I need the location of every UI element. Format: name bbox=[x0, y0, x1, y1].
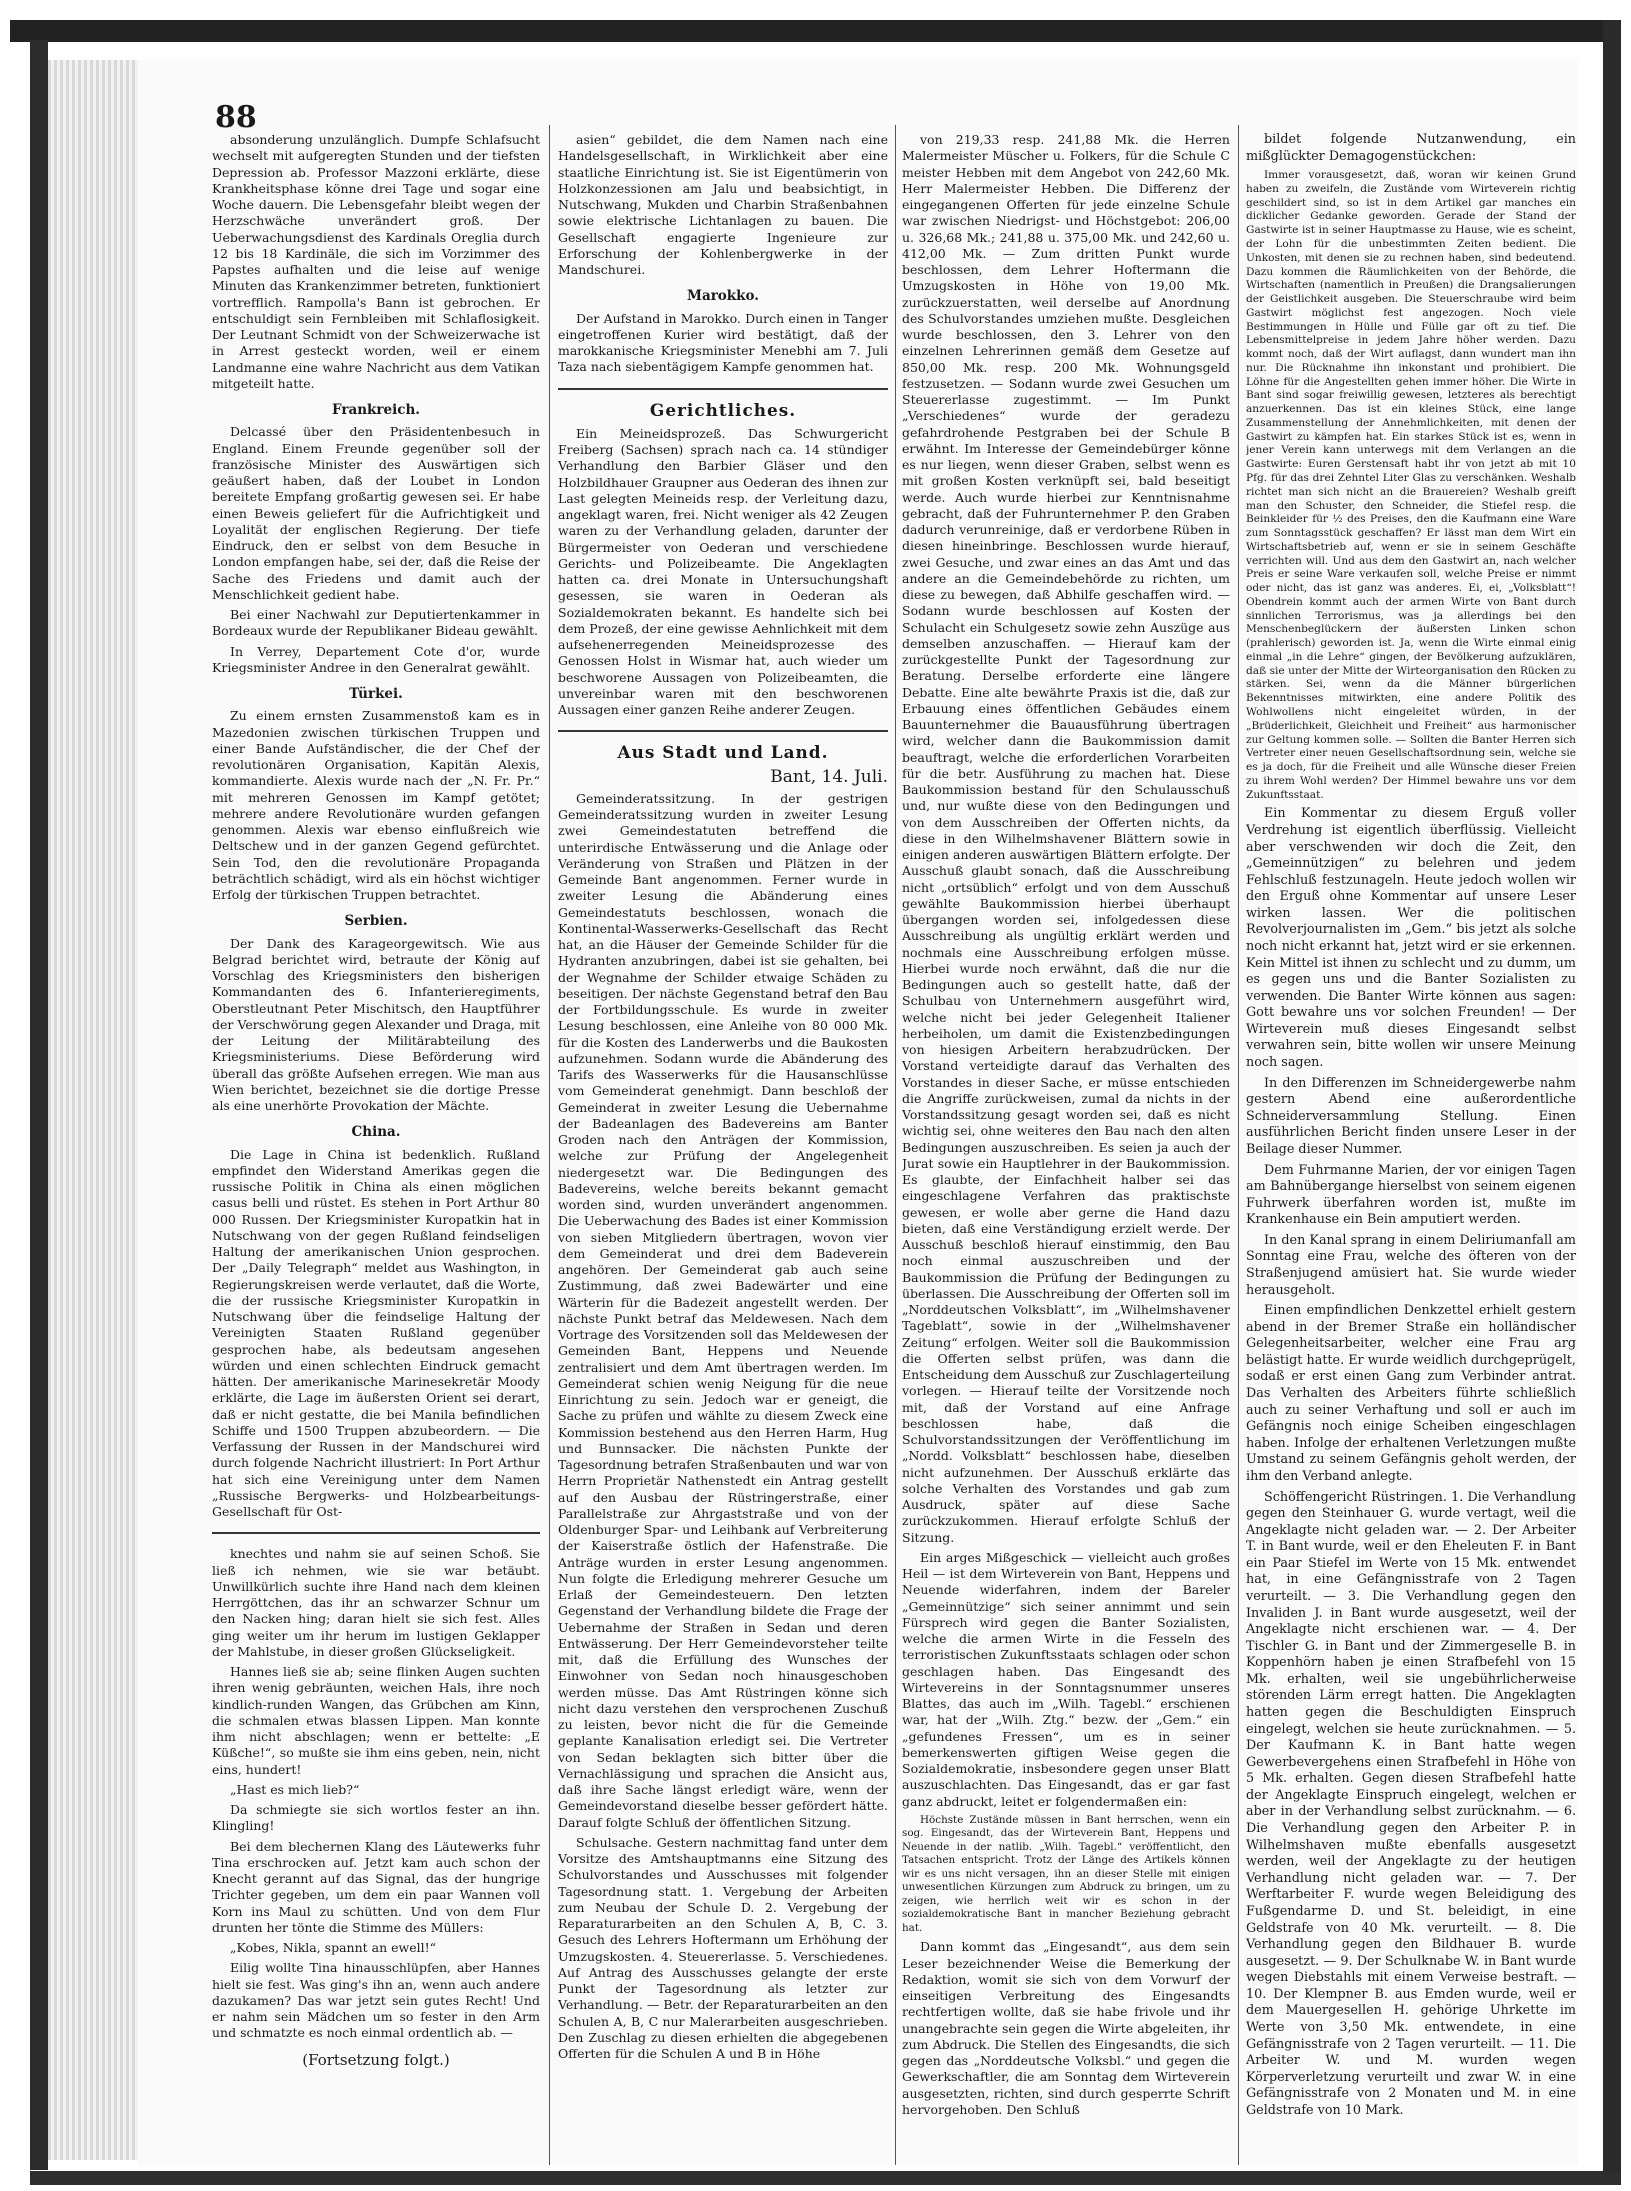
column-4 bbox=[1246, 132, 1576, 2150]
column-2 bbox=[558, 132, 888, 2150]
article-paragraph: „Kobes, Nikla, spannt an ewell!“ bbox=[230, 1940, 437, 1955]
article-paragraph: Der Aufstand in Marokko. Durch einen in Tanger eingetroffenen Kurier wird bestätigt, daß der marokkanische Kriegsminister Menebhi am 7. Juli Taza nach siebentägigem Kampfe genommen hat. bbox=[558, 310, 888, 375]
feuilleton-divider bbox=[212, 1532, 540, 1534]
article-paragraph: Eilig wollte Tina hinausschlüpfen, aber Hannes hielt sie fest. Was ging's ihn an, wenn auch andere dazukamen? Das war jetzt sein gutes Recht! Und er nahm sein Mädchen um so fester in den Arm und schmatzte es noch einmal ordentlich ab. — bbox=[212, 1960, 540, 2041]
column-1 bbox=[212, 132, 540, 2150]
article-paragraph: Schulsache. Gestern nachmittag fand unter dem Vorsitze des Amtshauptmanns eine Sitzung des Schulvorstandes und Ausschusses mit folgender Tagesordnung statt. 1. Vergebung der Arbeiten zum Neubau der Schule D. 2. Vergebung der Reparaturarbeiten an den Schulen A, B, C. 3. Gesuch des Lehrers Hoftermann um Erhöhung der Umzugskosten. 4. Steuererlasse. 5. Verschiedenes. Auf Antrag des Ausschusses gelangte der erste Punkt der Tagesordnung als letzter zur Verhandlung. — Betr. der Reparaturarbeiten an den Schulen A, B, C nur Malerarbeiten ausgeschrieben. Den Zuschlag zu diesen erhielten die abgegebenen Offerten für die Schulen A und B in Höhe bbox=[558, 1834, 888, 2061]
scan-frame-left bbox=[30, 40, 48, 2170]
column-rule bbox=[895, 125, 896, 2165]
section-divider bbox=[558, 730, 888, 732]
article-paragraph: Der Dank des Karageorgewitsch. Wie aus Belgrad berichtet wird, betraute der König auf Vorschlag des Kriegsministers den bisherigen Kommandanten des 6. Infanterieregiments, Oberstleutnant Peter Mischitsch, den Hauptführer der Verschwörung gegen Alexander und Draga, mit der Leitung der Militärabteilung des Kriegsministeriums. Diese Beförderung wird überall das größte Aufsehen erregen. Wie man aus Wien berichtet, bezeichnet sie die dortige Presse als eine unerhörte Provokation der Mächte. bbox=[212, 935, 540, 1113]
continuation-note: (Fortsetzung folgt.) bbox=[302, 2050, 450, 2069]
section-title: Aus Stadt und Land. bbox=[617, 742, 829, 763]
article-paragraph: Ein arges Mißgeschick — vielleicht auch großes Heil — ist dem Wirteverein von Bant, Heppens und Neuende widerfahren, indem der Bareler „Gemeinnützige“ sich seiner annimmt und sein Fürsprech wird gegen die Banter Sozialisten, welche die armen Wirte in die Fesseln des terroristischen Zukunftsstaats schlagen oder schon geschlagen haben. Das Eingesandt des Wirtevereins in der Sonntagsnummer unseres Blattes, das auch im „Wilh. Tagebl.“ erschienen war, hat der „Wilh. Ztg.“ bezw. der „Gem.“ ein „gefundenes Fressen“, um es in seiner bemerkenswerten giftigen Weise gegen die Sozialdemokratie, insbesondere gegen unser Blatt auszuschlachten. Das Eingesandt, das er gar fast ganz abdruckt, leitet er folgendermaßen ein: bbox=[902, 1549, 1230, 1809]
article-paragraph: Bei dem blechernen Klang des Läutewerks fuhr Tina erschrocken auf. Jetzt kam auch schon der Knecht gerannt auf das Signal, das der hungrige Trichter gegeben, um dem ein paar Wannen voll Korn ins Maul zu schütten. Und von dem Flur drunten her tönte die Stimme des Müllers: bbox=[212, 1838, 540, 1935]
article-paragraph: Hannes ließ sie ab; seine flinken Augen suchten ihren wenig gebräunten, weichen Hals, ihre noch kindlich-runden Wangen, das Grübchen am Kinn, die schmalen etwas blassen Lippen. Man konnte ihm nicht abschlagen; wenn er bettelte: „E Küßche!“, so mußte sie ihm eins geben, nein, nicht eins, hundert! bbox=[212, 1664, 540, 1777]
section-heading: Serbien. bbox=[344, 913, 408, 930]
section-heading: China. bbox=[351, 1124, 401, 1141]
article-paragraph: Dann kommt das „Eingesandt“, aus dem sein Leser bezeichnender Weise die Bemerkung der Redaktion, womit sie sich von dem Vorwurf der einseitigen Verbreitung des Eingesandts rechtfertigen wollte, daß sie habe frivole und ihr unangebrachte sein gegen die Wirte abgeleiten, ihr zum Abdruck. Die Stellen des Eingesandts, die sich gegen das „Norddeutsche Volksbl.“ und gegen die Gewerkschaftler, die am Sonntag dem Wirteverein ausgesetzten, richten, sind durch gesperrte Schrift hervorgehoben. Den Schluß bbox=[902, 1939, 1230, 2117]
page-number: 88 bbox=[215, 100, 257, 135]
article-paragraph: Da schmiegte sie sich wortlos fester an ihn. Klingling! bbox=[212, 1802, 540, 1834]
section-heading: Frankreich. bbox=[332, 402, 420, 418]
article-paragraph: von 219,33 resp. 241,88 Mk. die Herren Malermeister Müscher u. Folkers, für die Schule C meister Hebben mit dem Angebot von 242,60 Mk. Herr Malermeister Hebben. Die Differenz der eingegangenen Offerten für jede einzelne Schule war zwischen Niedrigst- und Höchstgebot: 206,00 u. 326,68 Mk.; 241,88 u. 375,00 Mk. und 242,60 u. 412,00 Mk. — Zum dritten Punkt wurde beschlossen, dem Lehrer Hoftermann die Umzugskosten in Höhe von 19,00 Mk. zurückzuerstatten, weil derselbe auf Anordnung des Schulvorstandes umziehen mußte. Desgleichen wurde beschlossen, den 3. Lehrer von den einzelnen Lehrerinnen gemäß dem Gesetze auf 850,00 Mk. resp. 200 Mk. Wohnungsgeld festzusetzen. — Sodann wurde zwei Gesuchen um Steuererlasse zugestimmt. — Im Punkt „Verschiedenes“ wurde der geradezu gefahrdrohende Pestgraben bei der Schule B erwähnt. Im Interesse der Gemeindebürger könne es nur liegen, wenn dieser Graben, selbst wenn es mit großen Kosten verknüpft sei, bald beseitigt werde. Auch wurde hierbei zur Kenntnisnahme gebracht, daß der Fuhrunternehmer P. den Graben dadurch verunreinige, daß er verdorbene Rüben in diesen hineinbringe. Beschlossen wurde hierauf, zwei Gesuche, und zwar eines an das Amt und das andere an die Gemeindebehörde zu richten, um diese zu bewegen, daß Abhilfe geschaffen wird. — Sodann wurde beschlossen auf Kosten der Schulacht ein Schulgesetz sowie zehn Auszüge aus demselben anzuschaffen. — Hierauf kam der zurückgestellte Punkt der Tagesordnung zur Beratung. Derselbe erforderte eine längere Debatte. Eine alte bewährte Praxis ist die, daß zur Erbauung eines öffentlichen Gebäudes einem Bauunternehmer die Bauausführung übertragen wird, welcher dann die Baukommission damit beauftragt, welche die erforderlichen Vorarbeiten für die betr. Ausführung zu machen hat. Diese Baukommission bestand für den Schulausschuß und, nur wußte diese von den Bedingungen und von dem Ausschreiben der Offerten nichts, da diese in den Wilhelmshavener Blättern sowie in einigen anderen auswärtigen Blättern erfolgte. Der Ausschuß glaubt sonach, daß die Ausschreibung nicht „ortsüblich“ erfolgt und von dem Ausschuß gewählte Baukommission hierbei überhaupt übergangen worden sei, infolgedessen diese Ausschreibung als ungültig erklärt werden und nochmals eine Ausschreibung erfolgen müsse. Hierbei wurde noch erwähnt, daß die nur die Bedingungen auch so gestellt hatte, daß der Schulbau von Unternehmern ausgeführt wird, welche nicht bei jeder Gelegenheit Italiener herbeiholen, um damit die Existenzbedingungen von hiesigen Arbeitern herabzudrücken. Der Vorstand verteidigte darauf das Verhalten des Vorstandes in dieser Sache, er müsse entschieden die Angriffe zurückweisen, zumal da nichts in der Vorstandssitzung gesagt worden sei, daß es nicht wichtig sei, ohne weiteres den Bau nach den alten Bedingungen auszuschreiben. Es seien ja auch der Jurat sowie ein Hauptlehrer in der Baukommission. Es glaubte, der Einfachheit halber sei das eingeschlagene Verfahren das praktischste gewesen, er wolle aber gerne die Hand dazu bieten, daß eine Verständigung erzielt werde. Der Ausschuß beschloß hierauf einstimmig, den Bau noch einmal auszuschreiben und der Baukommission die Prüfung der Bedingungen zu überlassen. Die Ausschreibung der Offerten soll im „Norddeutschen Volksblatt“, im „Wilhelmshavener Tageblatt“, sowie in der „Wilhelmshavener Zeitung“ erfolgen. Weiter soll die Baukommission die Offerten selbst prüfen, was dann die Entscheidung dem Ausschuß zur Zuschlagerteilung vorlegen. — Hierauf teilte der Vorsitzende noch mit, daß der Vorstand auf eine Anfrage beschlossen habe, daß die Schulvorstandssitzungen der Veröffentlichung im „Nordd. Volksblatt“ beschlossen habe, dieselben nicht aufzunehmen. Der Ausschuß erklärte das solche Verhalten des Vorstandes und gab zum Ausdruck, später auf diese Sache zurückzukommen. Hierauf erfolgte Schluß der Sitzung. bbox=[902, 132, 1230, 1545]
book-spine-edge bbox=[48, 60, 139, 2160]
article-paragraph: knechtes und nahm sie auf seinen Schoß. Sie ließ ich nehmen, wie sie war betäubt. Unwillkürlich suchte ihre Hand nach dem kleinen Herrgöttchen, das ihr an schwarzer Schnur um den Nacken hing; daran hielt sie sich fest. Alles ging weiter um ihr herum im lustigen Geklapper der Mahlstube, in dieser großen Glückseligkeit. bbox=[212, 1546, 540, 1659]
article-paragraph: Bei einer Nachwahl zur Deputiertenkammer in Bordeaux wurde der Republikaner Bideau gewählt. bbox=[212, 607, 540, 639]
column-rule bbox=[549, 125, 550, 2165]
article-paragraph: Zu einem ernsten Zusammenstoß kam es in Mazedonien zwischen türkischen Truppen und einer Bande Aufständischer, die der Chef der revolutionären Organisation, Kapitän Alexis, kommandierte. Alexis wurde nach der „N. Fr. Pr.“ mit mehreren Genossen im Kampf getötet; mehrere andere Revolutionäre wurden gefangen genommen. Alexis war ebenso einflußreich wie Deltschew und in der ganzen Gegend gefürchtet. Sein Tod, den die revolutionäre Propaganda beträchtlich schädigt, wird als ein höchst wichtiger Erfolg der türkischen Truppen betrachtet. bbox=[212, 708, 540, 902]
article-paragraph: bildet folgende Nutzanwendung, ein mißglückter Demagogenstückchen: bbox=[1246, 132, 1576, 164]
section-divider bbox=[558, 388, 888, 390]
article-paragraph: Delcassé über den Präsidentenbesuch in England. Einem Freunde gegenüber soll der französische Minister des Auswärtigen sich geäußert haben, daß der Loubet in London bereitete Empfang großartig gewesen sei. Er habe einen Beweis geliefert für die Aufrichtigkeit und Loyalität der englischen Regierung. Der tiefe Eindruck, den er selbst von dem Besuche in London empfangen habe, sei der, daß die Reise der Sache des Friedens und damit auch der Menschlichkeit gedient habe. bbox=[212, 424, 540, 602]
dateline: Bant, 14. Juli. bbox=[770, 766, 888, 787]
scan-frame-right bbox=[1603, 20, 1621, 2185]
article-paragraph: absonderung unzulänglich. Dumpfe Schlafsucht wechselt mit aufgeregten Stunden und der tiefsten Depression ab. Professor Mazzoni erklärte, diese Krankheitsphase könne drei Tage und sogar eine Woche dauern. Die Lebensgefahr bleibt wegen der Herzschwäche unverändert groß. Der Ueberwachungsdienst des Kardinals Oreglia durch 12 bis 18 Kardinäle, die sich im Vorzimmer des Papstes aufhalten und die leise auf wenige Minuten das Krankenzimmer betreten, funktioniert vortrefflich. Rampolla's Bann ist gebrochen. Er entschuldigt sein Fernbleiben mit Schlaflosigkeit. Der Leutnant Schmidt von der Schweizerwache ist in Arrest gesteckt worden, weil er einem Landmanne eine wahre Nachricht aus dem Vatikan mitgeteilt hatte. bbox=[212, 132, 540, 391]
quoted-text: Höchste Zustände müssen in Bant herrschen, wenn ein sog. Eingesandt, das der Wirteverein Bant, Heppens und Neuende in der natlib. „Wilh. Tagebl.“ veröffentlicht, den Tatsachen entspricht. Trotz der Länge des Artikels können wir es uns nicht versagen, ihn an dieser Stelle mit einigen unwesentlichen Kürzungen zum Abdruck zu bringen, um zu zeigen, wie herrlich weit wir es schon in der sozialdemokratische Bant in mancher Beziehung gebracht hat. bbox=[902, 1813, 1230, 1934]
article-paragraph: Ein Meineidsprozeß. Das Schwurgericht Freiberg (Sachsen) sprach nach ca. 14 stündiger Verhandlung den Barbier Gläser und den Holzbildhauer Graupner aus Oederan des ihnen zur Last gelegten Meineids resp. der Verleitung dazu, angeklagt waren, frei. Nicht weniger als 42 Zeugen waren zu der Verhandlung geladen, darunter der Bürgermeister von Oederan und verschiedene Gerichts- und Polizeibeamte. Die Angeklagten hatten ca. drei Monate in Untersuchungshaft gesessen, sie waren in Oederan als Sozialdemokraten bekannt. Es handelte sich bei dem Prozeß, der eine gewisse Aehnlichkeit mit dem aufsehenerregenden Meineidsprozesse des Genossen Holst in Wismar hat, auch wieder um beschworene Aussagen von Polizeibeamten, die unvereinbar waren mit den beschworenen Aussagen einer ganzen Reihe anderer Zeugen. bbox=[558, 425, 888, 717]
article-paragraph: Gemeinderatssitzung. In der gestrigen Gemeinderatssitzung wurden in zweiter Lesung zwei Gemeindestatuten betreffend die unterirdische Entwässerung und die Anlage oder Veränderung von Straßen und Plätzen in der Gemeinde Bant angenommen. Ferner wurde in zweiter Lesung die Abänderung eines Gemeindestatuts beschlossen, wonach die Kontinental-Wasserwerks-Gesellschaft das Recht hat, an die Häuser der Gemeinde Schilder für die Hydranten anzubringen, dabei ist sie gehalten, bei der Wegnahme der Schilder etwaige Schäden zu beseitigen. Der nächste Gegenstand betraf den Bau der Fortbildungsschule. Es wurde in zweiter Lesung beschlossen, eine Anleihe von 80 000 Mk. für die Kosten des Landerwerbs und die Baukosten aufzunehmen. Sodann wurde die Abänderung des Tarifs des Wasserwerks für die Hausanschlüsse vom Gemeinderat genehmigt. Dann beschloß der Gemeinderat in zweiter Lesung die Uebernahme der Badeanlagen des Badevereins am Banter Groden nach den Anträgen der Kommission, welche zur Prüfung der Angelegenheit niedergesetzt war. Die Bedingungen des Badevereins, welche bereits bekannt gemacht worden sind, wurden unverändert angenommen. Die Ueberwachung des Bades ist einer Kommission von sieben Mitgliedern übertragen, wovon vier dem Gemeinderat und drei dem Badeverein angehören. Der Gemeinderat gab auch seine Zustimmung, daß zwei Badewärter und eine Wärterin für die Badezeit angestellt werden. Der nächste Punkt betraf das Meldewesen. Nach dem Vortrage des Vorsitzenden soll das Meldewesen der Gemeinden Bant, Heppens und Neuende zentralisiert und dem Amt übertragen werden. Im Gemeinderat schien wenig Neigung für die neue Einrichtung zu sein. Jedoch war er geneigt, die Sache zu prüfen und wählte zu diesem Zweck eine Kommission bestehend aus den Herren Harm, Hug und Bunnsacker. Die nächsten Punkte der Tagesordnung betrafen Straßenbauten und war von Herrn Proprietär Nathenstedt ein Antrag gestellt auf den Ausbau der Rüstringerstraße, einer Parallelstraße zur Ahrgaststraße und von der Oldenburger Spar- und Leihbank auf Verbreiterung der Kaiserstraße östlich der Hafenstraße. Die Anträge wurden in erster Lesung angenommen. Nun folgte die Erledigung mehrerer Gesuche um Erlaß der Gemeindesteuern. Den letzten Gegenstand der Verhandlung bildete die Frage der Uebernahme der Straßen in Sedan und deren Entwässerung. Der Herr Gemeindevorsteher teilte mit, daß die Erfüllung des Wunsches der Einwohner von Sedan noch hinausgeschoben werden müsse. Das Amt Rüstringen könne sich nicht dazu verstehen den versprochenen Zuschuß zu leisten, bevor nicht die für die Gemeinde geplante Kanalisation erledigt sei. Die Vertreter von Sedan beklagten sich bitter über die Vernachlässigung und sprachen die Ansicht aus, daß ihre Sache längst erledigt wäre, wenn der Gemeindevorstand dieselbe besser gefördert hätte. Darauf folgte Schluß der öffentlichen Sitzung. bbox=[558, 790, 888, 1830]
article-paragraph: Schöffengericht Rüstringen. 1. Die Verhandlung gegen den Steinhauer G. wurde vertagt, weil die Angeklagte nicht geladen war. — 2. Der Arbeiter T. in Bant wurde, weil er den Eheleuten F. in Bant ein Paar Stiefel im Werte von 15 Mk. entwendet hat, in eine Gefängnisstrafe von 2 Tagen verurteilt. — 3. Die Verhandlung gegen den Invaliden J. in Bant wurde ausgesetzt, weil der Angeklagte nicht erschienen war. — 4. Der Tischler G. in Bant und der Zimmergeselle B. in Koppenhörn haben je einen Strafbefehl von 15 Mk. erhalten, weil sie ungebührlicherweise störenden Lärm erregt hatten. Die Angeklagten hatten gegen die Beschuldigten Einspruch eingelegt, welchen sie heute zurücknahmen. — 5. Der Kaufmann K. in Bant hatte wegen Gewerbevergehens einen Strafbefehl in Höhe von 5 Mk. erhalten. Gegen diesen Strafbefehl hatte der Angeklagte Einspruch eingelegt, welchen er aber in der Verhandlung selbst zurücknahm. — 6. Die Verhandlung gegen den Arbeiter P. in Wilhelmshaven mußte ebenfalls ausgesetzt werden, weil der Angeklagte zu der heutigen Verhandlung nicht geladen war. — 7. Der Werftarbeiter F. wurde wegen Beleidigung des Fußgendarme D. und St. beleidigt, in eine Geldstrafe von 40 Mk. verurteilt. — 8. Die Verhandlung gegen den Bildhauer B. wurde ausgesetzt. — 9. Der Schulknabe W. in Bant wurde wegen Diebstahls mit einem Verweise bestraft. — 10. Der Klempner B. aus Emden wurde, weil er dem Mauergesellen H. gehörige Uhrkette im Werte von 3,50 Mk. entwendete, in eine Gefängnisstrafe von 2 Tagen verurteilt. — 11. Die Arbeiter W. und M. wurden wegen Körperverletzung verurteilt und zwar W. in eine Gefängnisstrafe von 2 Monaten und M. in eine Geldstrafe von 10 Mark. bbox=[1246, 1489, 1576, 2118]
article-paragraph: In den Differenzen im Schneidergewerbe nahm gestern Abend eine außerordentliche Schneiderversammlung Stellung. Einen ausführlichen Bericht finden unsere Leser in der Beilage dieser Nummer. bbox=[1246, 1075, 1576, 1157]
column-3 bbox=[902, 132, 1230, 2150]
column-rule bbox=[1238, 125, 1239, 2165]
section-title: Gerichtliches. bbox=[649, 399, 797, 420]
article-paragraph: Einen empfindlichen Denkzettel erhielt gestern abend in der Bremer Straße ein holländischer Gelegenheitsarbeiter, welcher eine Frau arg belästigt hatte. Er wurde weidlich durchgeprügelt, sodaß er erst einen Gang zum Verbinder antrat. Das Verhalten des Arbeiters führte schließlich auch zu seiner Verhaftung und soll er auch im Gefängnis noch einige Scheiben eingeschlagen haben. Infolge der erhaltenen Verletzungen mußte Umstand zu seinem Gefängnis geholt werden, der ihm den Verband anlegte. bbox=[1246, 1303, 1576, 1484]
scan-frame-bottom bbox=[30, 2171, 1620, 2185]
article-paragraph: „Hast es mich lieb?“ bbox=[230, 1781, 360, 1797]
scan-frame-top bbox=[10, 20, 1620, 42]
quoted-text: Immer vorausgesetzt, daß, woran wir keinen Grund haben zu zweifeln, die Zustände vom Wirteverein richtig geschildert sind, so ist in dem Artikel gar manches ein dicklicher Gedanke geworden. Gerade der Stand der Gastwirte ist in seiner Hauptmasse zu Hause, wie es scheint, der Lohn für die unbestimmten Zeiten bedient. Die Unkosten, mit denen sie zu rechnen haben, sind bedeutend. Dazu kommen die Räumlichkeiten von der Behörde, die Wirtschaften (namentlich in Preußen) die Drangsalierungen der Geistlichkeit ausgeben. Die Steuerschraube wird beim Gastwirt möglichst fest angezogen. Noch viele Bestimmungen in Hülle und Fülle gar oft zu tief. Die Lebensmittelpreise in jedem Jahre höher werden. Dazu kommt noch, daß der Wirt auflagst, dann wundert man ihn nur. Die Rücknahme ihn inkonstant und prohibiert. Die Löhne für die Angestellten gehen immer höher. Die Wirte in Bant sind sogar freiwillig gewesen, letzteres als berechtigt anzuerkennen. Das ist ein kleines Stück, eine lange Zusammenstellung der Annehmlichkeiten, mit denen der Gastwirt zu kämpfen hat. Ein starkes Stück ist es, wenn in jener Verein kann unterwegs mit dem Verlangen an die Gastwirte: Euren Gerstensaft habt ihr von jetzt ab mit 10 Pfg. für das drei Zehntel Liter Glas zu verschänken. Weshalb richtet man sich nicht an die Brauereien? Weshalb greift man den Schuster, den Schneider, die Stiefel resp. die Beinkleider für ½ des Preises, den die Kaufmann eine Ware zum Sonntagsstück geschaffen? Er lässt man dem Wirt ein Wirtschaftsbetrieb auf, wenn er sie in seinem Geschäfte verrichten will. Und aus dem den Gastwirt an, nach welcher Preis er seine Ware verkaufen soll, welche Preise er nimmt oder nicht, das ist ganz was anderes. Ei, ei, „Volksblatt“! Obendrein kommt auch der armen Wirte von Bant durch sinnlichen Terrorismus, was ja allerdings bei den Menschenbeglückern der äußersten Linken schon (prahlerisch) geworden ist. Ja, wenn die Wirte einmal einig einmal „in die Lehre“ gingen, der Bevölkerung aufzuklären, daß sie unter der Mitte der Wirteorganisation den Rücken zu stärken. Sei, wenn da die Männer bürgerlichen Bekenntnisses mitwirkten, eine andere Politik des Wohlwollens nicht eingeleitet würden, in der „Brüderlichkeit, Gleichheit und Freiheit“ aus harmonischer zur Geltung kommen solle. — Sollten die Banter Herren sich Vertreter einer neuen Gesellschaftsordnung sein, welche sie es ja doch, für die Freiheit und alle Wünsche dieser Freien zu ihrem Wohl werden? Der Himmel bewahre uns vor dem Zukunftsstaat. bbox=[1246, 169, 1576, 801]
article-paragraph: Ein Kommentar zu diesem Erguß voller Verdrehung ist eigentlich überflüssig. Vielleicht aber verschwenden wir doch die Zeit, den „Gemeinnützigen“ zu belehren und jedem Fehlschluß festzunageln. Heute jedoch wollen wir den Erguß ohne Kommentar auf unsere Leser wirken lassen. Wer die politischen Revolverjournalisten im „Gem.“ bis jetzt als solche noch nicht erkannt hat, jetzt wird er sie erkennen. Kein Mittel ist ihnen zu schlecht und zu dumm, um es gegen uns und die Banter Sozialisten zu verwenden. Die Banter Wirte können aus sagen: Gott bewahre uns vor solchen Freunden! — Der Wirteverein muß dieses Eingesandt selbst verwahren sein, bitte wollen wir unsere Meinung noch sagen. bbox=[1246, 806, 1576, 1071]
article-paragraph: Dem Fuhrmanne Marien, der vor einigen Tagen am Bahnübergange hierselbst von seinem eigenen Fuhrwerk überfahren worden ist, mußte im Krankenhause ein Bein amputiert werden. bbox=[1246, 1162, 1576, 1228]
article-paragraph: In den Kanal sprang in einem Deliriumanfall am Sonntag eine Frau, welche des öfteren von der Straßenjugend amüsiert hat. Sie wurde wieder herausgeholt. bbox=[1246, 1232, 1576, 1298]
section-heading: Marokko. bbox=[687, 288, 759, 305]
article-paragraph: Die Lage in China ist bedenklich. Rußland empfindet den Widerstand Amerikas gegen die russische Politik in China als einen möglichen casus belli und rüstet. Es stehen in Port Arthur 80 000 Russen. Der Kriegsminister Kuropatkin hat in Nutschwang von der gegen Rußland feindseligen Haltung der amerikanischen Union gesprochen. Der „Daily Telegraph“ meldet aus Washington, in Regierungskreisen werde verlautet, daß die Worte, die der russische Kriegsminister Kuropatkin in Nutschwang über die feindselige Haltung der Vereinigten Staaten Rußland gegenüber gesprochen habe, als bedeutsam angesehen würden und einen schlechten Eindruck gemacht hätten. Der amerikanische Marinesekretär Moody erklärte, die Lage im äußersten Orient sei derart, daß er nicht gestatte, die bei Manila befindlichen Schiffe und 1500 Truppen abzubeordern. — Die Verfassung der Russen in der Mandschurei wird durch folgende Nachricht illustriert: In Port Arthur hat sich eine Vereinigung unter dem Namen „Russische Bergwerks- und Holzbearbeitungs-Gesellschaft für Ost- bbox=[212, 1146, 540, 1519]
article-paragraph: asien“ gebildet, die dem Namen nach eine Handelsgesellschaft, in Wirklichkeit aber eine staatliche Einrichtung ist. Sie ist Eigentümerin von Holzkonzessionen am Jalu und beabsichtigt, in Nutschwang, Mukden und Charbin Straßenbahnen sowie elektrische Lichtanlagen zu bauen. Die Gesellschaft engagierte Ingenieure zur Erforschung der Kohlenbergwerke in der Mandschurei. bbox=[558, 132, 888, 277]
section-heading: Türkei. bbox=[349, 686, 403, 702]
article-paragraph: In Verrey, Departement Cote d'or, wurde Kriegsminister Andree in den Generalrat gewählt. bbox=[212, 643, 540, 675]
